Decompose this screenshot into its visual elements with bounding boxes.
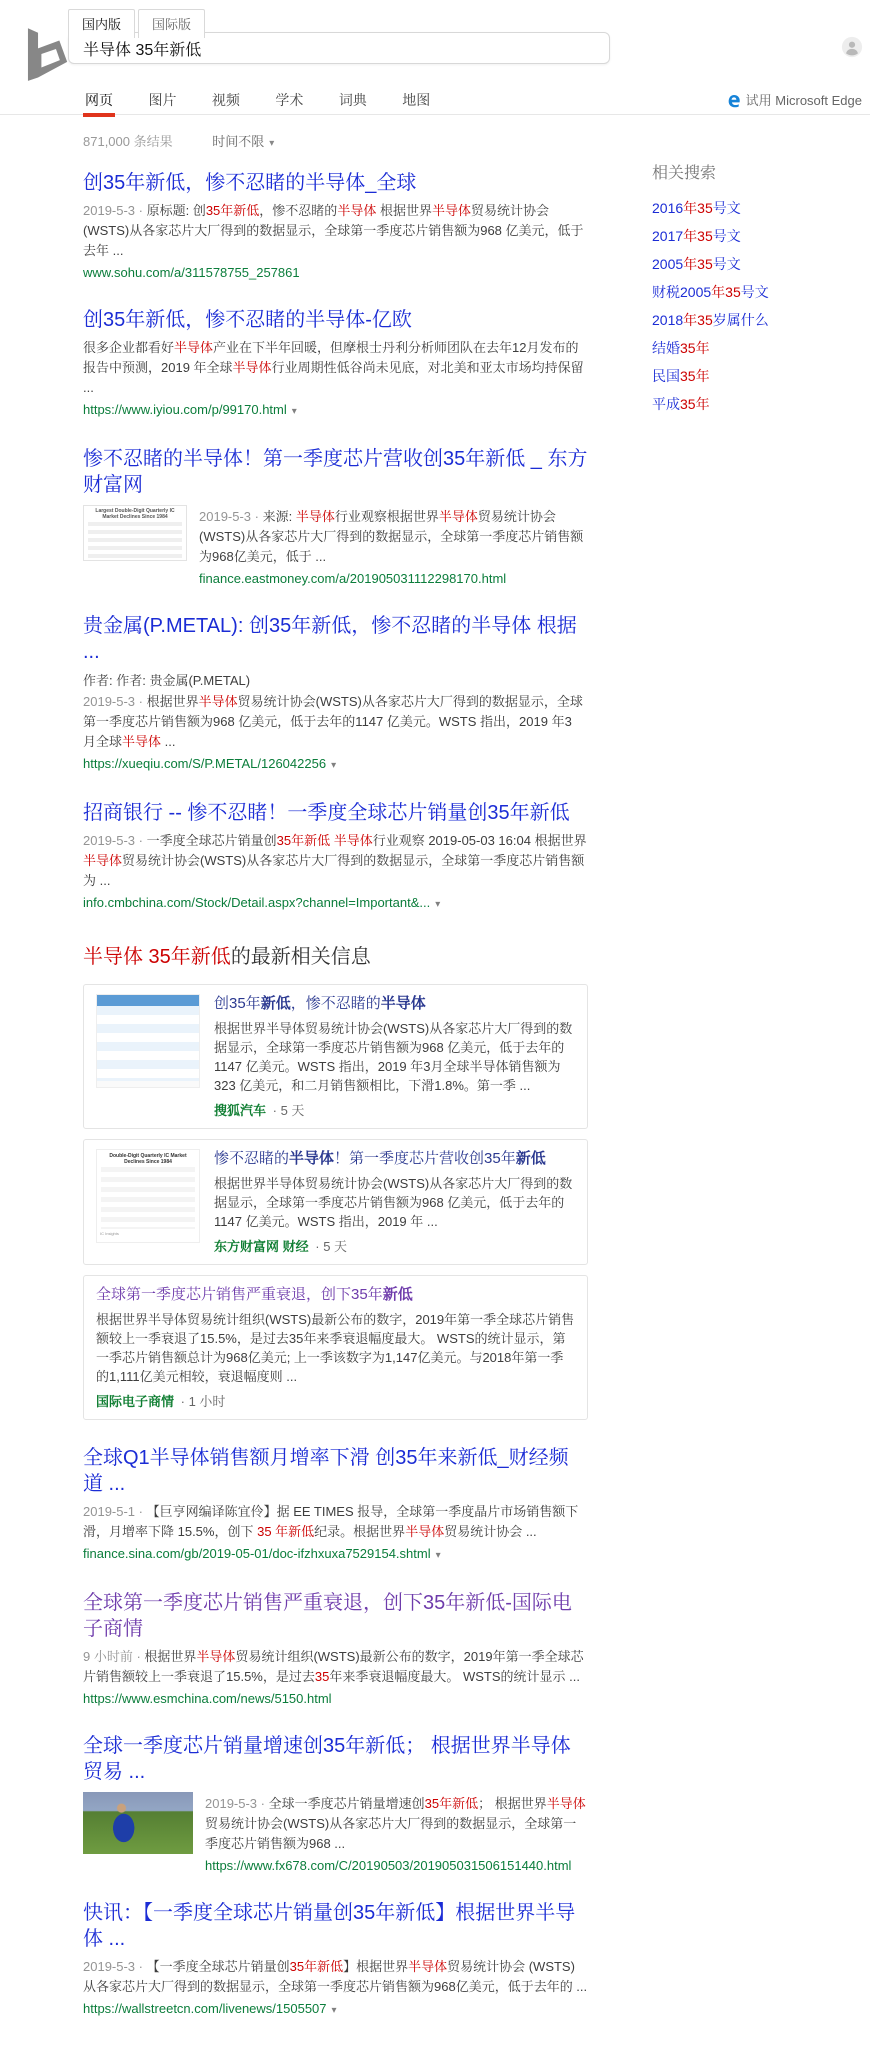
result-url[interactable]: https://www.fx678.com/C/20190503/201905031506151440.html: [205, 1858, 572, 1873]
result-title[interactable]: 全球第一季度芯片销售严重衰退，创下35年新低-国际电子商情: [83, 1592, 572, 1640]
related-search-item[interactable]: 民国35年: [652, 368, 710, 384]
table-header-decor: [97, 995, 199, 1006]
search-result: [83, 613, 588, 775]
result-snippet: 2019-5-3 · 根据世界半导体贸易统计协会(WSTS)从各家芯片大厂得到的数据显示，全球第一季度芯片销售额为968 亿美元，低于去年的1147 亿美元。WSTS 指出，2019 年3 月全球半导体 ...: [83, 694, 583, 749]
results-meta: [83, 131, 588, 150]
thumbnail-caption: Largest Double-Digit Quarterly IC Market Declines Since 1984: [95, 508, 175, 520]
result-url[interactable]: www.sohu.com/a/311578755_257861: [83, 265, 300, 280]
nav-tab-videos[interactable]: 视频: [211, 92, 240, 108]
related-searches-title: 相关搜索: [652, 165, 717, 182]
news-card: [83, 1139, 588, 1265]
nav-tab-images[interactable]: 图片: [148, 92, 177, 108]
news-title[interactable]: 惨不忍睹的半导体！第一季度芯片营收创35年新低: [214, 1150, 546, 1167]
tab-domestic[interactable]: 国内版: [68, 9, 135, 38]
result-url[interactable]: finance.eastmoney.com/a/201905031112298170.html: [199, 571, 507, 586]
table-rows-decor: [88, 522, 182, 561]
search-result: [83, 170, 588, 282]
region-tabs: [68, 9, 208, 38]
result-url[interactable]: info.cmbchina.com/Stock/Detail.aspx?channel=Important&... ▾: [83, 895, 440, 910]
thumbnail-footer: IC Insights: [100, 1231, 119, 1236]
result-title[interactable]: 快讯：【一季度全球芯片销量创35年新低】根据世界半导体 ...: [83, 1902, 576, 1950]
result-url[interactable]: https://wallstreetcn.com/livenews/1505507 ▾: [83, 2001, 337, 2016]
related-search-item[interactable]: 2016年35号文: [652, 200, 741, 216]
nav-tab-dict[interactable]: 词典: [338, 92, 367, 108]
result-title[interactable]: 贵金属(P.METAL): 创35年新低，惨不忍睹的半导体 根据 ...: [83, 615, 577, 663]
search-result: [83, 800, 588, 914]
news-source[interactable]: 东方财富网 财经: [214, 1239, 309, 1254]
result-title[interactable]: 招商银行 -- 惨不忍睹！一季度全球芯片销量创35年新低: [83, 802, 570, 824]
search-result: [83, 446, 588, 588]
news-module-header: 半导体 35年新低的最新相关信息: [83, 946, 371, 968]
user-profile-button[interactable]: [841, 36, 863, 58]
results-column: [83, 131, 588, 2020]
search-result: [83, 307, 588, 421]
results-count: 871,000 条结果: [83, 134, 173, 149]
news-snippet: 根据世界半导体贸易统计协会(WSTS)从各家芯片大厂得到的数据显示，全球第一季度芯片销售额为968 亿美元，低于去年的1147 亿美元。WSTS 指出，2019 年 ...: [214, 1176, 573, 1229]
news-age: · 5 天: [272, 1103, 305, 1118]
result-snippet: 2019-5-3 · 全球一季度芯片销量增速创35年新低； 根据世界半导体贸易统计协会(WSTS)从各家芯片大厂得到的数据显示，全球第一季度芯片销售额为968 ...: [205, 1796, 586, 1851]
news-age: · 5 天: [315, 1239, 348, 1254]
thumbnail-image[interactable]: [83, 505, 187, 561]
tab-international[interactable]: 国际版: [138, 9, 205, 38]
result-snippet: 2019-5-3 · 来源: 半导体行业观察根据世界半导体贸易统计协会(WSTS)从各家芯片大厂得到的数据显示，全球第一季度芯片销售额为968亿美元，低于 ...: [199, 509, 584, 564]
related-search-item[interactable]: 2017年35号文: [652, 228, 741, 244]
search-result: [83, 1733, 588, 1875]
bing-logo[interactable]: [24, 26, 70, 82]
result-snippet: 很多企业都看好半导体产业在下半年回暖，但摩根士丹利分析师团队在去年12月发布的报告中预测，2019 年全球半导体行业周期性低谷尚未见底，对北美和亚太市场均持保留 ...: [83, 340, 584, 395]
search-result: [83, 1900, 588, 2020]
thumbnail-image[interactable]: [96, 1149, 200, 1243]
result-snippet: 9 小时前 · 根据世界半导体贸易统计组织(WSTS)最新公布的数字，2019年第一季全球芯片销售额较上一季衰退了15.5%，是过去35年来季衰退幅度最大。 WSTS的统计显示 ...: [83, 1649, 584, 1684]
result-title[interactable]: 全球Q1半导体销售额月增率下滑 创35年来新低_财经频道 ...: [83, 1447, 569, 1495]
nav-tab-academic[interactable]: 学术: [275, 92, 304, 108]
news-card: [83, 984, 588, 1129]
results-page: [0, 115, 870, 2045]
result-snippet: 2019-5-3 · 原标题: 创35年新低，惨不忍睹的半导体 根据世界半导体贸易统计协会(WSTS)从各家芯片大厂得到的数据显示，全球第一季度芯片销售额为968 亿美元，低于去年 ...: [83, 203, 584, 258]
nav-tab-web[interactable]: 网页: [83, 84, 115, 117]
edge-promo-label: 试用 Microsoft Edge: [745, 93, 862, 108]
result-title[interactable]: 创35年新低，惨不忍睹的半导体-亿欧: [83, 309, 412, 331]
thumbnail-caption: Double-Digit Quarterly IC Market Declines Since 1984: [109, 1153, 187, 1165]
news-age: · 1 小时: [180, 1394, 226, 1409]
bing-logo-icon: [24, 26, 70, 82]
news-module: [83, 944, 588, 1420]
time-filter-dropdown[interactable]: 时间不限 ▾: [212, 134, 274, 149]
thumbnail-image[interactable]: [96, 994, 200, 1088]
result-url[interactable]: finance.sina.com/gb/2019-05-01/doc-ifzhxuxa7529154.shtml ▾: [83, 1546, 441, 1561]
related-search-item[interactable]: 2005年35号文: [652, 256, 741, 272]
edge-promo-link[interactable]: [726, 90, 862, 109]
news-snippet: 根据世界半导体贸易统计组织(WSTS)最新公布的数字，2019年第一季全球芯片销售额较上一季衰退了15.5%，是过去35年来季衰退幅度最大。 WSTS的统计显示，第一季芯片销售额总计为968亿美元; 上一季该数字为1,147亿美元。与2018年第一季的1,111亿美元相较，衰退幅度则 ...: [96, 1312, 575, 1384]
news-source[interactable]: 国际电子商情: [96, 1394, 175, 1409]
search-nav: [0, 84, 870, 115]
result-snippet: 2019-5-1 · 【巨亨网编译陈宜伶】据 EE TIMES 报导，全球第一季度晶片市场销售额下滑，月增率下降 15.5%，创下 35 年新低纪录。根据世界半导体贸易统计协会 ...: [83, 1504, 579, 1539]
related-search-item[interactable]: 财税2005年35号文: [652, 284, 769, 300]
result-url[interactable]: https://xueqiu.com/S/P.METAL/126042256 ▾: [83, 756, 336, 771]
result-url[interactable]: https://www.iyiou.com/p/99170.html ▾: [83, 402, 297, 417]
thumbnail-image[interactable]: [83, 1792, 193, 1854]
related-search-item[interactable]: 结婚35年: [652, 340, 710, 356]
result-title[interactable]: 全球一季度芯片销量增速创35年新低； 根据世界半导体贸易 ...: [83, 1735, 571, 1783]
news-snippet: 根据世界半导体贸易统计协会(WSTS)从各家芯片大厂得到的数据显示，全球第一季度芯片销售额为968 亿美元，低于去年的1147 亿美元。WSTS 指出，2019 年3月全球半导体销售额为323 亿美元，和二月销售额相比，下滑1.8%。第一季 ...: [214, 1021, 573, 1093]
news-card: [83, 1275, 588, 1420]
nav-tab-maps[interactable]: 地图: [402, 92, 431, 108]
related-search-item[interactable]: 平成35年: [652, 396, 710, 412]
result-snippet: 2019-5-3 · 【一季度全球芯片销量创35年新低】根据世界半导体贸易统计协会 (WSTS) 从各家芯片大厂得到的数据显示，全球第一季度芯片销售额为968亿美元，低于去年的 ...: [83, 1959, 588, 1994]
result-byline: 作者: 作者: 贵金属(P.METAL): [83, 673, 251, 688]
result-snippet: 2019-5-3 · 一季度全球芯片销量创35年新低 半导体行业观察 2019-05-03 16:04 根据世界半导体贸易统计协会(WSTS)从各家芯片大厂得到的数据显示，全球第一季度芯片销售额为 ...: [83, 833, 587, 888]
related-search-item[interactable]: 2018年35岁属什么: [652, 312, 769, 328]
search-result: [83, 1590, 588, 1708]
result-title[interactable]: 创35年新低，惨不忍睹的半导体_全球: [83, 172, 417, 194]
news-title[interactable]: 全球第一季度芯片销售严重衰退，创下35年新低: [96, 1286, 413, 1303]
news-title[interactable]: 创35年新低，惨不忍睹的半导体: [214, 995, 426, 1012]
person-icon: [841, 36, 863, 58]
table-footer-decor: [97, 1081, 199, 1087]
table-rows-decor: [101, 1167, 195, 1229]
result-title[interactable]: 惨不忍睹的半导体！第一季度芯片营收创35年新低 _ 东方财富网: [83, 448, 588, 496]
edge-icon: [726, 93, 742, 109]
table-rows-decor: [97, 1006, 199, 1081]
related-searches: [652, 160, 868, 424]
news-source[interactable]: 搜狐汽车: [214, 1103, 267, 1118]
search-result: [83, 1445, 588, 1565]
result-url[interactable]: https://www.esmchina.com/news/5150.html: [83, 1691, 332, 1706]
